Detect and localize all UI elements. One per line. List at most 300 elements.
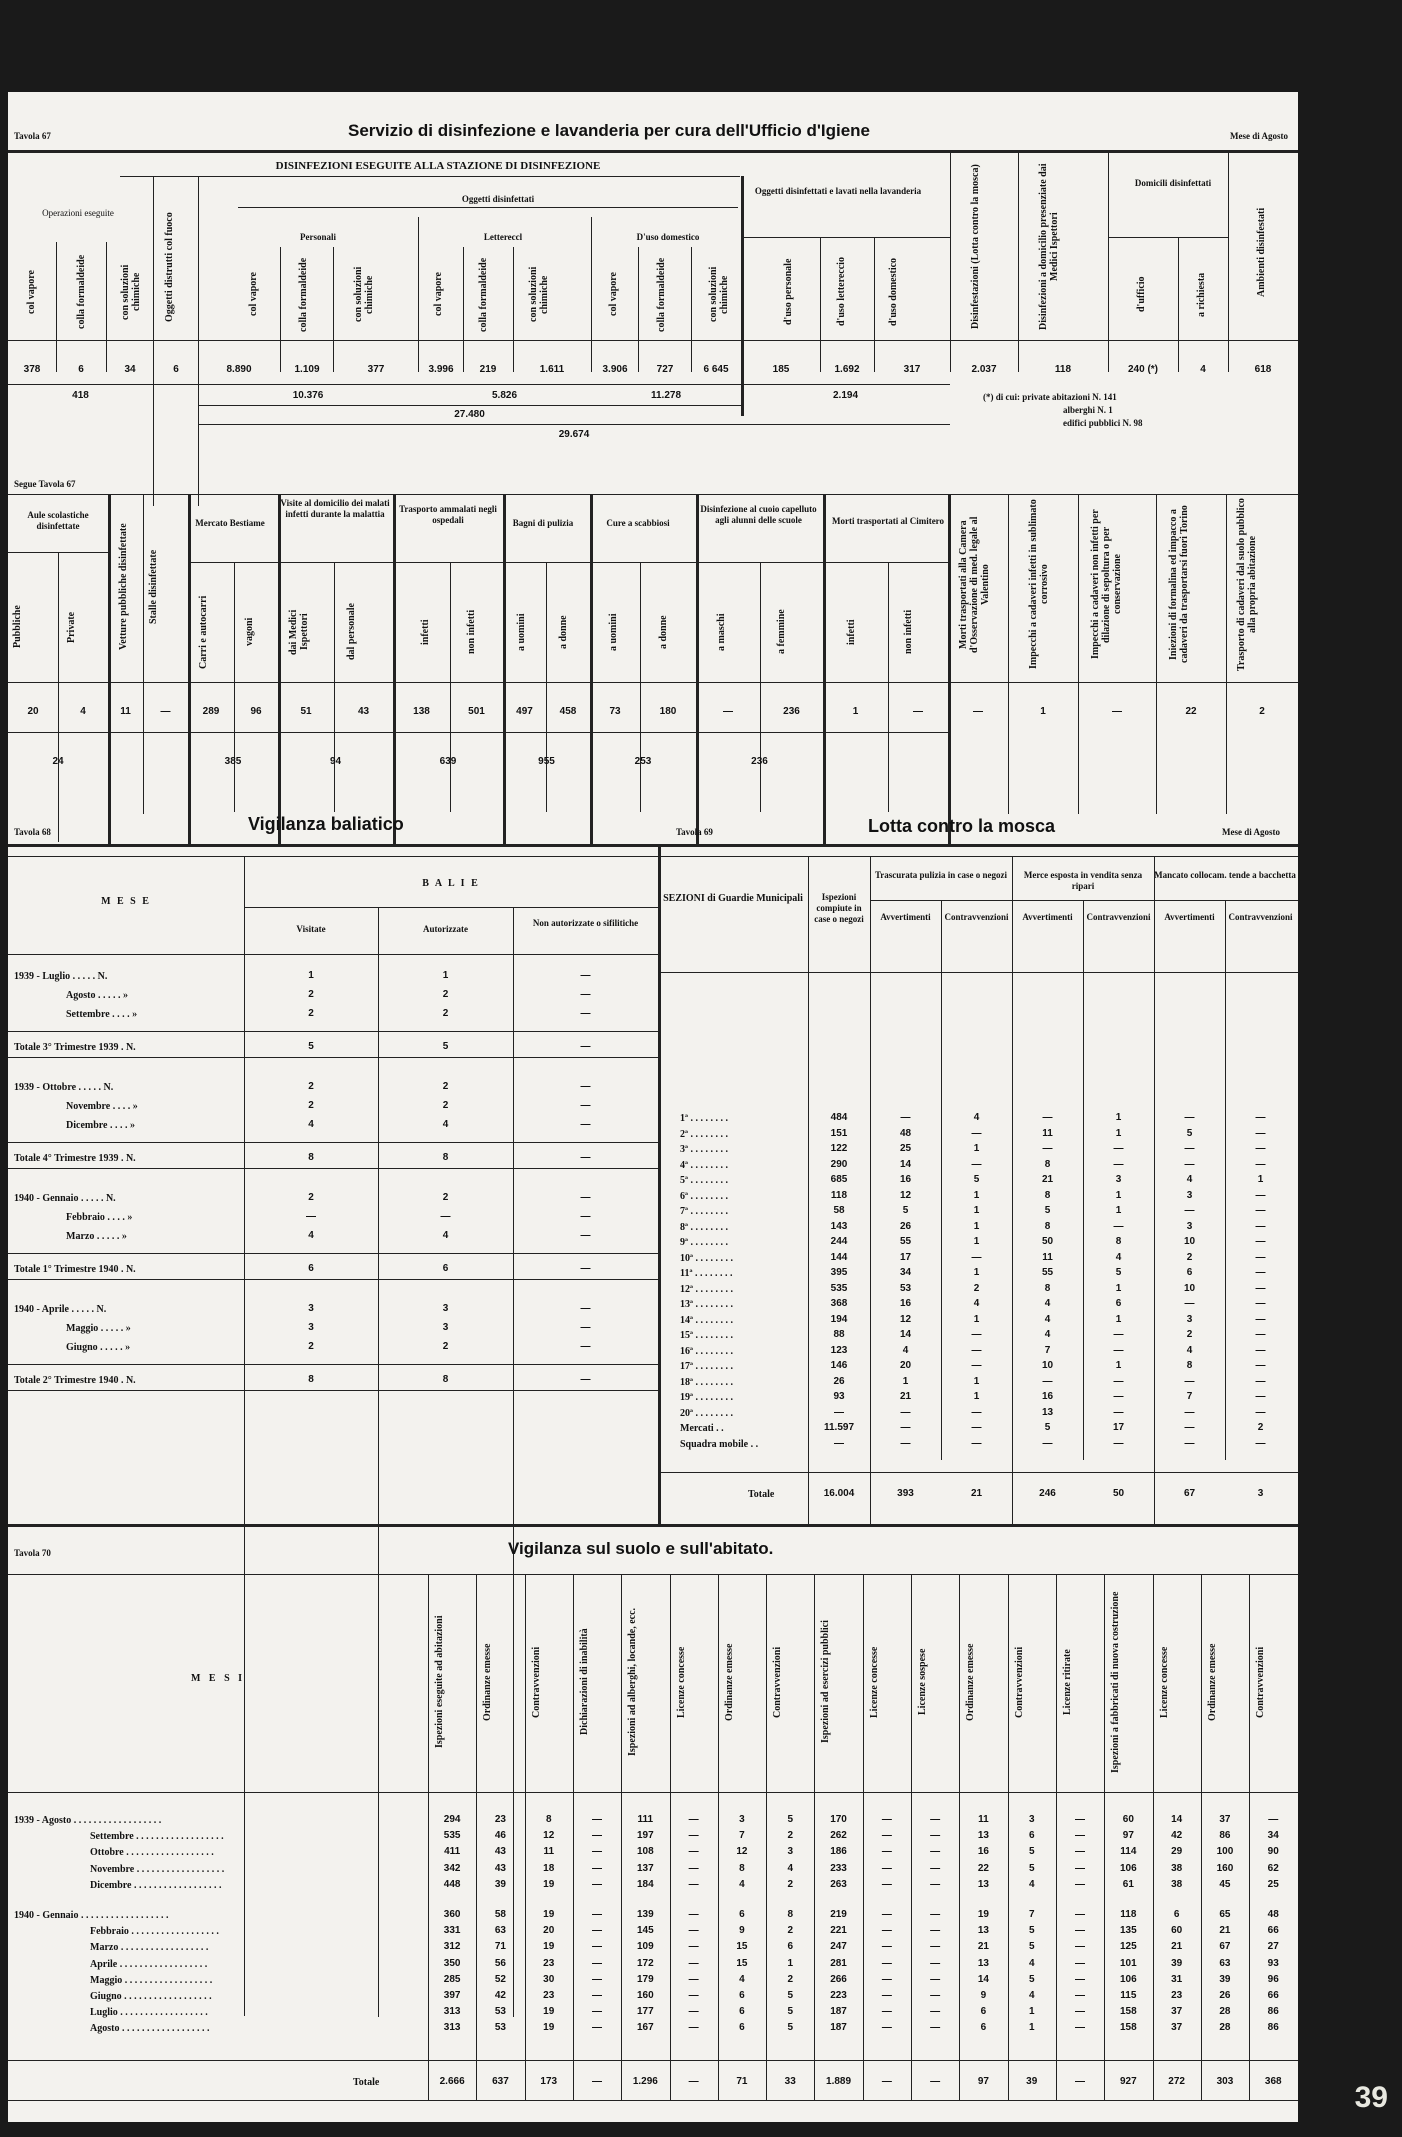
- t70-month-label: Settembre . . . . . . . . . . . . . . . . . .: [90, 1831, 224, 1843]
- t69-cell: 4: [902, 1344, 909, 1356]
- t70-total-cell: 927: [1119, 2076, 1137, 2087]
- t68-row-label: 1939 - Ottobre . . . . . N.: [14, 1082, 114, 1093]
- t70-cell: 43: [494, 1862, 506, 1874]
- t69-cell: 50: [1041, 1236, 1054, 1247]
- t69-cell: —: [1042, 1143, 1053, 1154]
- t70-total-cell: —: [592, 2076, 603, 2087]
- t69-cell: 8: [1044, 1189, 1051, 1201]
- t69-cell: 1: [973, 1313, 980, 1325]
- t69-section-label: 10ª . . . . . . . .: [680, 1252, 733, 1264]
- t70-cell: 56: [494, 1957, 506, 1969]
- t70-cell: 1: [787, 1957, 794, 1969]
- t68-autorizzate: 3: [442, 1322, 449, 1333]
- t69-cell: —: [1184, 1437, 1195, 1449]
- t70-cell: 233: [830, 1862, 847, 1874]
- t70-cell: 5: [787, 2006, 794, 2018]
- t69-cell: —: [1113, 1329, 1124, 1340]
- divider: [8, 150, 1298, 153]
- t70-cell: 23: [494, 1814, 506, 1825]
- t69-cell: —: [1113, 1158, 1124, 1170]
- t69-cell: 21: [1041, 1174, 1054, 1185]
- t70-cell: 19: [543, 2006, 555, 2018]
- t69-section-label: Squadra mobile . .: [680, 1438, 759, 1450]
- t69-cell: —: [1255, 1205, 1266, 1216]
- t69-cell: —: [1113, 1406, 1124, 1418]
- t68-visitate: 2: [308, 989, 314, 1000]
- t68-non-autorizzate: —: [580, 1374, 591, 1385]
- t68-non-autorizzate: —: [580, 1303, 591, 1314]
- t70-cell: 397: [443, 1990, 461, 2001]
- t69-cell: —: [1184, 1422, 1195, 1433]
- t68-visitate: 2: [308, 1192, 314, 1203]
- t70-cell: —: [592, 1846, 603, 1858]
- t69-cell: —: [1113, 1437, 1124, 1449]
- t67-oper-head: Operazioni eseguite: [42, 208, 114, 218]
- t70-cell: 5: [1028, 1925, 1035, 1937]
- t70-cell: 11: [543, 1846, 555, 1858]
- t69-section-label: 19ª . . . . . . . .: [680, 1392, 733, 1403]
- t70-cell: 184: [636, 1878, 654, 1890]
- t70-cell: 106: [1119, 1973, 1137, 1985]
- t70-col-header: Dichiarazioni di inabilità: [578, 1628, 590, 1736]
- t69-cell: —: [1042, 1112, 1053, 1123]
- t69-section-label: 7ª . . . . . . . .: [680, 1206, 728, 1217]
- t70-cell: 4: [1028, 1957, 1035, 1969]
- t68-visitate: 3: [308, 1303, 314, 1314]
- t70-cell: 6: [787, 1941, 794, 1953]
- t70-cell: 187: [830, 2006, 847, 2018]
- t69-cell: —: [900, 1437, 911, 1449]
- t69-cell: 1: [1115, 1127, 1122, 1139]
- t69-totals-row: 16.004 393 21 246 50 67 3: [823, 1488, 1264, 1499]
- t68-visitate: 2: [308, 1008, 314, 1019]
- t70-cell: 66: [1267, 1990, 1279, 2001]
- t70-cell: 18: [543, 1862, 555, 1874]
- t69-cell: —: [1255, 1189, 1266, 1201]
- t70-cell: 37: [1219, 1814, 1231, 1825]
- t70-cell: 4: [1028, 1990, 1035, 2001]
- t67-main-head: DISINFEZIONI ESEGUITE ALLA STAZIONE DI DISINFEZIONE: [275, 160, 601, 172]
- t69-cell: —: [1255, 1267, 1266, 1278]
- t69-cell: 88: [833, 1329, 845, 1340]
- t70-cell: 5: [787, 2022, 794, 2034]
- t69-cell: 6: [1115, 1298, 1122, 1309]
- t70-cell: 22: [977, 1862, 989, 1874]
- t70-cell: 158: [1119, 2022, 1137, 2034]
- t70-cell: 39: [494, 1878, 506, 1890]
- t69-section-label: 9ª . . . . . . . .: [680, 1237, 728, 1248]
- t68-non-autorizzate: —: [580, 970, 591, 981]
- t68-row-label: 1940 - Gennaio . . . . . N.: [14, 1193, 116, 1204]
- t70-cell: 5: [787, 1814, 794, 1825]
- t68-row-label: Marzo . . . . . »: [66, 1231, 127, 1242]
- t70-col-header: Licenze concesse: [675, 1646, 687, 1718]
- t69-cell: 1: [973, 1391, 980, 1402]
- t69-cell: 1: [1115, 1189, 1122, 1201]
- t70-cell: 3: [787, 1846, 794, 1858]
- t70-cell: —: [592, 1941, 603, 1953]
- t69-cell: —: [1042, 1437, 1053, 1449]
- t69-cell: 21: [899, 1391, 912, 1402]
- t70-cell: —: [881, 2022, 892, 2034]
- t70-cell: 19: [543, 1878, 555, 1890]
- t70-cell: —: [881, 1862, 892, 1874]
- t68-autorizzate: 2: [442, 1192, 449, 1203]
- t69-cell: 143: [830, 1220, 848, 1232]
- t70-cell: 90: [1267, 1846, 1279, 1858]
- t70-cell: —: [1075, 1909, 1086, 1920]
- t70-cell: 58: [494, 1909, 506, 1920]
- t70-cell: 172: [636, 1957, 654, 1969]
- t70-cell: 39: [1171, 1957, 1183, 1969]
- t69-cell: 10: [1041, 1360, 1054, 1371]
- t70-total-cell: 272: [1168, 2076, 1185, 2087]
- t70-cell: 53: [494, 2022, 506, 2034]
- t70-total-cell: 33: [784, 2076, 796, 2087]
- t70-cell: 135: [1119, 1925, 1137, 1937]
- t70-cell: 5: [1028, 1941, 1035, 1953]
- t70-cell: 23: [543, 1957, 555, 1969]
- t70-month-label: Ottobre . . . . . . . . . . . . . . . . . .: [90, 1847, 214, 1859]
- t70-cell: —: [930, 1878, 941, 1890]
- t69-cell: —: [1255, 1313, 1266, 1325]
- t70-total-cell: —: [688, 2076, 699, 2087]
- t69-section-label: 12ª . . . . . . . .: [680, 1283, 733, 1295]
- t69-cell: 2: [1186, 1251, 1193, 1263]
- t70-month-label: Dicembre . . . . . . . . . . . . . . . . . .: [90, 1879, 222, 1891]
- t68-autorizzate: 6: [442, 1263, 449, 1274]
- t69-cell: 11.597: [823, 1422, 855, 1433]
- table-label-67: Tavola 67: [14, 131, 51, 141]
- t68-autorizzate: 2: [442, 1100, 449, 1111]
- t70-cell: —: [688, 1990, 699, 2001]
- t70-col-header: Contravvenzioni: [530, 1646, 542, 1718]
- t70-total-cell: 39: [1026, 2076, 1038, 2087]
- t70-cell: 221: [830, 1925, 847, 1937]
- t70-cell: —: [930, 1925, 941, 1937]
- t70-cell: —: [881, 1846, 892, 1858]
- t69-cell: 146: [830, 1360, 848, 1371]
- t69-title: Lotta contro la mosca: [868, 816, 1056, 836]
- t70-cell: —: [688, 1941, 699, 1953]
- t70-cell: —: [881, 1957, 892, 1969]
- t69-cell: 118: [830, 1189, 848, 1201]
- t69-cell: —: [1255, 1391, 1266, 1402]
- t69-cell: 58: [833, 1205, 845, 1216]
- t68-non-autorizzate: —: [580, 1100, 591, 1111]
- t70-cell: 42: [494, 1990, 506, 2001]
- t68-autorizzate: 3: [442, 1303, 449, 1314]
- t68-visitate: 4: [308, 1230, 314, 1241]
- t70-cell: 219: [830, 1909, 847, 1920]
- t70-cell: 37: [1171, 2006, 1183, 2018]
- t70-cell: 42: [1171, 1830, 1183, 1842]
- t70-month-label: Agosto . . . . . . . . . . . . . . . . . .: [90, 2023, 210, 2035]
- t67-values-row: 378 6 34 6 8.890 1.109 377 3.996 219 1.611 3.906 727 6 645 185 1.692 317 2.037 118 240 (*) 4 618: [23, 364, 1272, 375]
- t69-cell: 2: [973, 1282, 980, 1294]
- t70-cell: 19: [543, 1941, 555, 1953]
- t69-cell: —: [1255, 1112, 1266, 1123]
- t70-cell: 2: [787, 1925, 794, 1937]
- t70-cell: 342: [443, 1862, 461, 1874]
- t70-total-cell: 97: [977, 2076, 989, 2087]
- t70-cell: —: [688, 1814, 699, 1825]
- t70-cell: —: [688, 1878, 699, 1890]
- t70-month-label: 1940 - Gennaio . . . . . . . . . . . . . . . . . .: [14, 1910, 169, 1921]
- t68-visitate: 3: [308, 1322, 314, 1333]
- t68-total-label: Totale 1° Trimestre 1940 . N.: [14, 1264, 136, 1275]
- t70-total-cell: 637: [492, 2076, 509, 2087]
- t70-cell: —: [930, 1830, 941, 1842]
- t69-section-label: 14ª . . . . . . . .: [680, 1314, 733, 1326]
- t70-cell: 109: [636, 1941, 654, 1953]
- t69-cell: 55: [1041, 1267, 1054, 1278]
- t70-total-cell: 368: [1264, 2076, 1282, 2087]
- t69-cell: —: [900, 1406, 911, 1418]
- t70-cell: 39: [1219, 1973, 1231, 1985]
- t70-cell: 12: [736, 1846, 748, 1858]
- t69-cell: 4: [1044, 1298, 1051, 1309]
- t70-cell: —: [930, 1973, 941, 1985]
- t69-section-label: 3ª . . . . . . . .: [680, 1144, 728, 1155]
- t70-cell: 1: [1028, 2022, 1035, 2034]
- t68-non-autorizzate: —: [580, 1008, 591, 1019]
- t69-cell: —: [1113, 1375, 1124, 1387]
- t69-cell: —: [834, 1406, 844, 1418]
- t70-cell: —: [592, 1990, 603, 2001]
- t70-col-header: Ispezioni ad esercizi pubblici: [820, 1620, 832, 1744]
- t69-cell: 11: [1042, 1251, 1053, 1263]
- t68-autorizzate: 8: [442, 1152, 449, 1163]
- t70-cell: —: [1075, 1830, 1086, 1842]
- t69-cell: 14: [899, 1158, 912, 1170]
- page-title: Servizio di disinfezione e lavanderia per cura dell'Ufficio d'Igiene: [348, 121, 871, 140]
- t70-cell: 46: [494, 1830, 506, 1842]
- t70-total-cell: —: [881, 2076, 892, 2087]
- t70-cell: 197: [636, 1830, 654, 1842]
- t68-row-label: Novembre . . . . »: [66, 1101, 138, 1112]
- t69-cell: 1: [973, 1143, 980, 1154]
- t69-cell: 3: [1186, 1313, 1193, 1325]
- t69-cell: —: [1255, 1251, 1266, 1263]
- t69-cell: —: [1255, 1143, 1266, 1154]
- t70-cell: 20: [543, 1925, 555, 1937]
- t70-cell: 28: [1219, 2022, 1231, 2034]
- t70-cell: 285: [443, 1973, 461, 1985]
- t70-cell: 9: [739, 1925, 745, 1937]
- t70-cell: 16: [977, 1846, 989, 1858]
- t70-cell: —: [1075, 2006, 1086, 2018]
- t70-cell: 7: [739, 1830, 745, 1842]
- t70-cell: —: [1075, 1814, 1086, 1825]
- t70-cell: 1: [1028, 2006, 1035, 2018]
- t68-visitate: 8: [308, 1152, 314, 1163]
- t68-autorizzate: 1: [442, 970, 449, 981]
- t70-cell: —: [1075, 1990, 1086, 2001]
- t69-section-label: 5ª . . . . . . . .: [680, 1175, 728, 1186]
- t70-cell: —: [688, 1846, 699, 1858]
- t69-cell: 290: [830, 1158, 848, 1170]
- t69-cell: 5: [973, 1174, 980, 1185]
- t70-cell: 37: [1171, 2022, 1183, 2034]
- t70-cell: 158: [1119, 2006, 1137, 2018]
- t69-cell: 5: [1186, 1127, 1193, 1139]
- t69-cell: —: [1255, 1298, 1266, 1309]
- t69-cell: 7: [1044, 1344, 1051, 1356]
- t70-cell: —: [688, 1925, 699, 1937]
- t69-cell: 34: [899, 1267, 912, 1278]
- t70-cell: 86: [1267, 2006, 1279, 2018]
- t70-cell: 263: [830, 1878, 847, 1890]
- t69-cell: —: [1255, 1344, 1266, 1356]
- t70-cell: 114: [1120, 1846, 1137, 1858]
- t69-cell: 3: [1186, 1189, 1193, 1201]
- t69-section-label: Mercati . .: [680, 1423, 724, 1434]
- t69-cell: 14: [899, 1329, 912, 1340]
- t68-row-label: Settembre . . . . »: [66, 1009, 138, 1020]
- t69-cell: 10: [1183, 1236, 1196, 1247]
- t69-cell: 11: [1042, 1127, 1053, 1139]
- t70-col-header: Licenze sospese: [917, 1648, 928, 1716]
- t69-cell: 16: [899, 1174, 912, 1185]
- t70-cell: —: [688, 2006, 699, 2018]
- t69-section-label: 2ª . . . . . . . .: [680, 1128, 728, 1140]
- t69-cell: 3: [1186, 1220, 1193, 1232]
- page-sheet: Tavola 67 Servizio di disinfezione e lavanderia per cura dell'Ufficio d'Igiene Mese di Agosto DISINFEZIONI ESEGUITE ALLA STAZIONE DI DISINFEZIONE Operazioni eseguite Oggetti disinfettati Personali Lettereccl D'uso domestico Oggetti disinfettati e lavati nella lavanderia col vapore colla formaldeide con soluzioni chimiche Oggetti distrutti col fuoco col vapore colla formaldeide con soluzioni chimiche col vapore colla formaldeide con soluzioni chimiche col vapore colla formaldeide con soluzioni chimiche d'uso personale d'uso lettereccio d'uso domestico Disinfestazioni (Lotta contro la mosca) Disinfezioni a domicilio presenziate dai Medici Ispettori Domicili disinfettati d'ufficio a richiesta Ambienti disinfestati 378 6 34 6 8.890 1.109 377 3.996 219 1.611 3.906 727 6 645 185 1.692 317 2.037 118 240 (*) 4 618 418 10.376 5.826 11.278 2.194 27.480 29.674 (*) di cui: private abitazioni N. 141 alberghi N. 1 edifici pubblici N. 98 Segue Tavola 67 Aule scolastiche disinfettate Pubbliche Private Vetture pubbliche disinfettate Stalle disinfettate Mercato Bestiame Carri e autocarri vagoni Visite al domicilio dei malati infetti durante la malattia dai Medici Ispettori dal personale Trasporto ammalati negli ospedali infetti non infetti Bagni di pulizia a uomini a donne Cure a scabbiosi a uomini a donne Disinfezione al cuoio capelluto agli alunni delle scuole a maschi a femmine Morti trasportati al Cimitero infetti non infetti Morti trasportati alla Camera d'Osservazione di med. legale al Valentino Impecchi a cadaveri infetti in sublimato corrosivo Impecchi a cadaveri non infetti per dilazione di sepoltura o per conservazione Iniezioni di formalina ed impacco a cadaveri da trasportarsi fuori Torino Trasporto di cadaveri dal suolo pubblico alla propria abitazione 20 4 11 — 289 96 51 43 138 501 497 458 73 180 — 236 1 — — 1 — 22 2 24 385 94 639 955 253 236 Tavola 68 Vigilanza baliatico M E S E B A L I E Visitate Autorizzate Non autorizzate o sifilitiche 1939 - Luglio . . . . . N. 1 1 — Agosto . . . . . » 2 2 — Settembre . . . . » 2 2 — Totale 3° Trimestre 1939 . N. 5 5 — 1939 - Ottobre . . . . . N. 2 2 — Novembre . . . . » 2 2 — Dicembre . . . . » 4 4 — Totale 4° Trimestre 1939 . N. 8 8 — 1940 - Gennaio . . . . . N. 2 2 — Febbraio . . . . » — — — Marzo . . . . . » 4 4 — Totale 1° Trimestre 1940 . N. 6 6 — 1940 - Aprile . . . . . N. 3 3 — Maggio . . . . . » 3 3 — Giugno . . . . . » 2 2 — Totale 2° Trimestre 1940 . N. 8 8 — Tavola 69 Lotta contro la mosca Mese di Agosto SEZIONI di Guardie Municipali Ispezioni compiute in case o negozi Trascurata pulizia in case o negozi Merce esposta in vendita senza ripari Mancato collocam. tende a bacchetta Avvertimenti Contravvenzioni Avvertimenti Contravvenzioni Avvertimenti Contravvenzioni 1ª . . . . . . . . 484 — 4 — 1 — — 2ª . . . . . . . . 151 48 — 11 1 5 — 3ª . . . . . . . . 122 25 1 — — — — 4ª . . . . . . . . 290 14 — 8 — — — 5ª . . . . . . . . 685 16 5 21 3 4 1 6ª . . . . . . . . 118 12 1 8 1 3 — 7ª . . . . . . . . 58 5 1 5 1 — — 8ª . . . . . . . . 143 26 1 8 — 3 — 9ª . . . . . . . . 244 55 1 50 8 10 — 10ª . . . . . . . . 144 17 — 11 4 2 — 11ª . . . . . . . . 395 34 1 55 5 6 — 12ª . . . . . . . . 535 53 2 8 1 10 — 13ª . . . . . . . . 368 16 4 4 6 — — 14ª . . . . . . . . 194 12 1 4 1 3 — 15ª . . . . . . . . 88 14 — 4 — 2 — 16ª . . . . . . . . 123 4 — 7 — 4 — 17ª . . . . . . . . 146 20 — 10 1 8 — 18ª . . . . . . . . 26 1 1 — — — — 19ª . . . . . . . . 93 21 1 16 — 7 — 20ª . . . . . . . . — — — 13 — — — Mercati . . 11.597 — — 5 17 — 2 Squadra mobile . . — — — — — — — Totale 16.004 393 21 246 50 67 3 Tavola 70 Vigilanza sul suolo e sull'abitato. M E S I Ispezioni eseguite ad abitazioni Ordinanze emesse Contravvenzioni Dichiarazioni di inabilità Ispezioni ad alberghi, locande, ecc. Licenze concesse Ordinanze emesse Contravvenzioni Ispezioni ad esercizi pubblici Licenze concesse Licenze sospese Ordinanze emesse Contravvenzioni Licenze ritirate Ispezioni a fabbricati di nuova costruzione Licenze concesse Ordinanze emesse Contravvenzioni 1939 - Agosto . . . . . . . . . . . . . . . . . . 294 23 8 — 111 — 3 5 170 — — 11 3 — 60 14 37 — Settembre . . . . . . . . . . . . . . . . . . 535 46 12 — 197 — 7 2 262 — — 13 6 — 97 42 86 34 Ottobre . . . . . . . . . . . . . . . . . . 411 43 11 — 108 — 12 3 186 — — 16 5 — 114 29 100 90 Novembre . . . . . . . . . . . . . . . . . . 342 43 18 — 137 — 8 4 233 — — 22 5 — 106 38 160 62 Dicembre . . . . . . . . . . . . . . . . . . 448 39 19 — 184 — 4 2 263 — — 13 4 — 61 38 45 25 1940 - Gennaio . . . . . . . . . . . . . . . . . . 360 58 19 — 139 — 6 8 219 — — 19 7 — 118 6 65 48 Febbraio . . . . . . . . . . . . . . . . . . 331 63 20 — 145 — 9 2 221 — — 13 5 — 135 60 21 66 Marzo . . . . . . . . . . . . . . . . . . 312 71 19 — 109 — 15 6 247 — — 21 5 — 125 21 67 27 Aprile . . . . . . . . . . . . . . . . . . 350 56 23 — 172 — 15 1 281 — — 13 4 — 101 39 63 93 Maggio . . . . . . . . . . . . . . . . . . 285 52 30 — 179 — 4 2 266 — — 14 5 — 106 31 39 96 Giugno . . . . . . . . . . . . . . . . . . 397 42 23 — 160 — 6 5 223 — — 9 4 — 115 23 26 66 Luglio . . . . . . . . . . . . . . . . . . 313 53 19 — 177 — 6 5 187 — — 6 1 — 158 37 28 86 Agosto . . . . . . . . . . . . . . . . . . 313 53 19 — 167 — 6 5 187 — — 6 1 — 158 37 28 86 Totale 2.666 637 173 — 1.296 — 71 33 1.889 — — 97 39 — 927 272 303 368: [8, 92, 1298, 2122]
- t69-cell: —: [971, 1344, 982, 1356]
- t70-cell: —: [688, 1909, 699, 1920]
- t70-col-header: Contravvenzioni: [1255, 1646, 1267, 1718]
- t69-cell: 685: [830, 1174, 848, 1185]
- t70-cell: 6: [980, 2006, 987, 2018]
- t68-row-divider: [8, 1168, 658, 1169]
- t70-cell: —: [1075, 1846, 1086, 1858]
- t70-cell: 71: [494, 1941, 506, 1953]
- t70-cell: 14: [1171, 1814, 1183, 1825]
- t69-cell: —: [1255, 1406, 1266, 1418]
- t69-cell: 16: [899, 1298, 912, 1309]
- t69-section-label: 6ª . . . . . . . .: [680, 1190, 728, 1202]
- t70-cell: 60: [1122, 1814, 1134, 1825]
- t69-cell: 55: [899, 1236, 912, 1247]
- t70-cell: —: [592, 1814, 603, 1825]
- t69-cell: 12: [899, 1189, 912, 1201]
- t70-cell: 65: [1219, 1909, 1231, 1920]
- t70-cell: 108: [636, 1846, 654, 1858]
- t70-month-label: Febbraio . . . . . . . . . . . . . . . . . .: [90, 1926, 219, 1938]
- t67b-totals-row: 24 385 94 639 955 253 236: [52, 756, 768, 767]
- t70-cell: 111: [637, 1814, 654, 1825]
- t69-cell: —: [1184, 1406, 1195, 1418]
- t70-cell: 266: [830, 1973, 847, 1985]
- t69-cell: 1: [902, 1375, 909, 1387]
- t69-cell: 8: [1044, 1220, 1051, 1232]
- t69-cell: 368: [830, 1298, 848, 1309]
- t70-cell: 262: [830, 1830, 847, 1842]
- t70-cell: 19: [977, 1909, 989, 1920]
- t70-cell: 187: [830, 2022, 847, 2034]
- t70-cell: 63: [494, 1925, 506, 1937]
- t70-cell: 7: [1028, 1909, 1035, 1920]
- t70-cell: 48: [1267, 1909, 1279, 1920]
- t69-section-label: 15ª . . . . . . . .: [680, 1330, 733, 1341]
- t68-non-autorizzate: —: [580, 1192, 591, 1203]
- t70-month-label: Novembre . . . . . . . . . . . . . . . . . .: [90, 1863, 225, 1875]
- t70-cell: —: [930, 1990, 941, 2001]
- header-month: Mese di Agosto: [1230, 131, 1288, 141]
- t69-cell: 25: [899, 1143, 912, 1154]
- t70-col-header: Ordinanze emesse: [482, 1643, 494, 1721]
- t70-cell: 5: [787, 1990, 794, 2001]
- t70-cell: 100: [1216, 1846, 1234, 1858]
- t70-cell: 27: [1267, 1941, 1279, 1953]
- t70-total-cell: 71: [736, 2076, 748, 2087]
- t70-cell: 8: [545, 1814, 552, 1825]
- t68-non-autorizzate: —: [580, 1081, 591, 1092]
- t70-col-header: Ispezioni eseguite ad abitazioni: [434, 1615, 445, 1749]
- t69-cell: —: [1255, 1236, 1266, 1247]
- t67b-values-row: 20 4 11 — 289 96 51 43 138 501 497 458 73 180 — 236 1 — — 1 — 22 2: [27, 706, 1265, 717]
- t69-cell: —: [1113, 1143, 1124, 1154]
- t70-cell: 167: [636, 2022, 654, 2034]
- t69-cell: —: [971, 1437, 982, 1449]
- t70-cell: 86: [1219, 1830, 1231, 1842]
- t68-total-label: Totale 2° Trimestre 1940 . N.: [14, 1375, 136, 1386]
- page-number: 39: [1354, 2081, 1388, 2114]
- t70-cell: —: [881, 1909, 892, 1920]
- t68-autorizzate: 2: [442, 989, 449, 1000]
- t70-cell: —: [1075, 2022, 1086, 2034]
- t70-cell: 11: [978, 1814, 989, 1825]
- t69-cell: —: [1113, 1344, 1124, 1356]
- t70-cell: 97: [1122, 1830, 1134, 1842]
- t69-cell: —: [1255, 1282, 1266, 1294]
- t69-cell: 2: [1257, 1422, 1264, 1433]
- t70-cell: 448: [443, 1878, 461, 1890]
- t68-non-autorizzate: —: [580, 1211, 591, 1222]
- t70-cell: 350: [443, 1957, 461, 1969]
- t69-cell: —: [1255, 1375, 1266, 1387]
- t70-cell: —: [1075, 1957, 1086, 1969]
- t68-non-autorizzate: —: [580, 1152, 591, 1163]
- t69-cell: 17: [1112, 1422, 1125, 1433]
- t70-cell: —: [592, 1878, 603, 1890]
- t70-cell: —: [592, 2006, 603, 2018]
- t70-cell: 15: [736, 1957, 748, 1969]
- t70-cell: 145: [636, 1925, 654, 1937]
- t68-autorizzate: 4: [442, 1230, 449, 1241]
- t70-cell: 360: [443, 1909, 461, 1920]
- t70-cell: 535: [443, 1830, 461, 1842]
- t70-cell: 312: [443, 1941, 461, 1953]
- t70-cell: 6: [739, 2006, 745, 2018]
- t70-cell: —: [930, 2022, 941, 2034]
- t70-cell: 125: [1119, 1941, 1137, 1953]
- t70-cell: 331: [443, 1925, 461, 1937]
- t70-cell: —: [688, 1830, 699, 1842]
- t69-cell: —: [1184, 1205, 1195, 1216]
- t68-total-label: Totale 3° Trimestre 1939 . N.: [14, 1042, 136, 1053]
- t70-col-header: Ordinanze emesse: [965, 1643, 977, 1721]
- t69-cell: —: [900, 1422, 911, 1433]
- t70-cell: 63: [1219, 1957, 1231, 1969]
- t68-row-divider: [8, 1364, 658, 1365]
- t69-cell: —: [1184, 1375, 1195, 1387]
- t70-month-label: Marzo . . . . . . . . . . . . . . . . . .: [90, 1942, 209, 1954]
- t69-cell: 1: [1115, 1282, 1122, 1294]
- t69-cell: 5: [1044, 1422, 1051, 1433]
- t68-non-autorizzate: —: [580, 1230, 591, 1241]
